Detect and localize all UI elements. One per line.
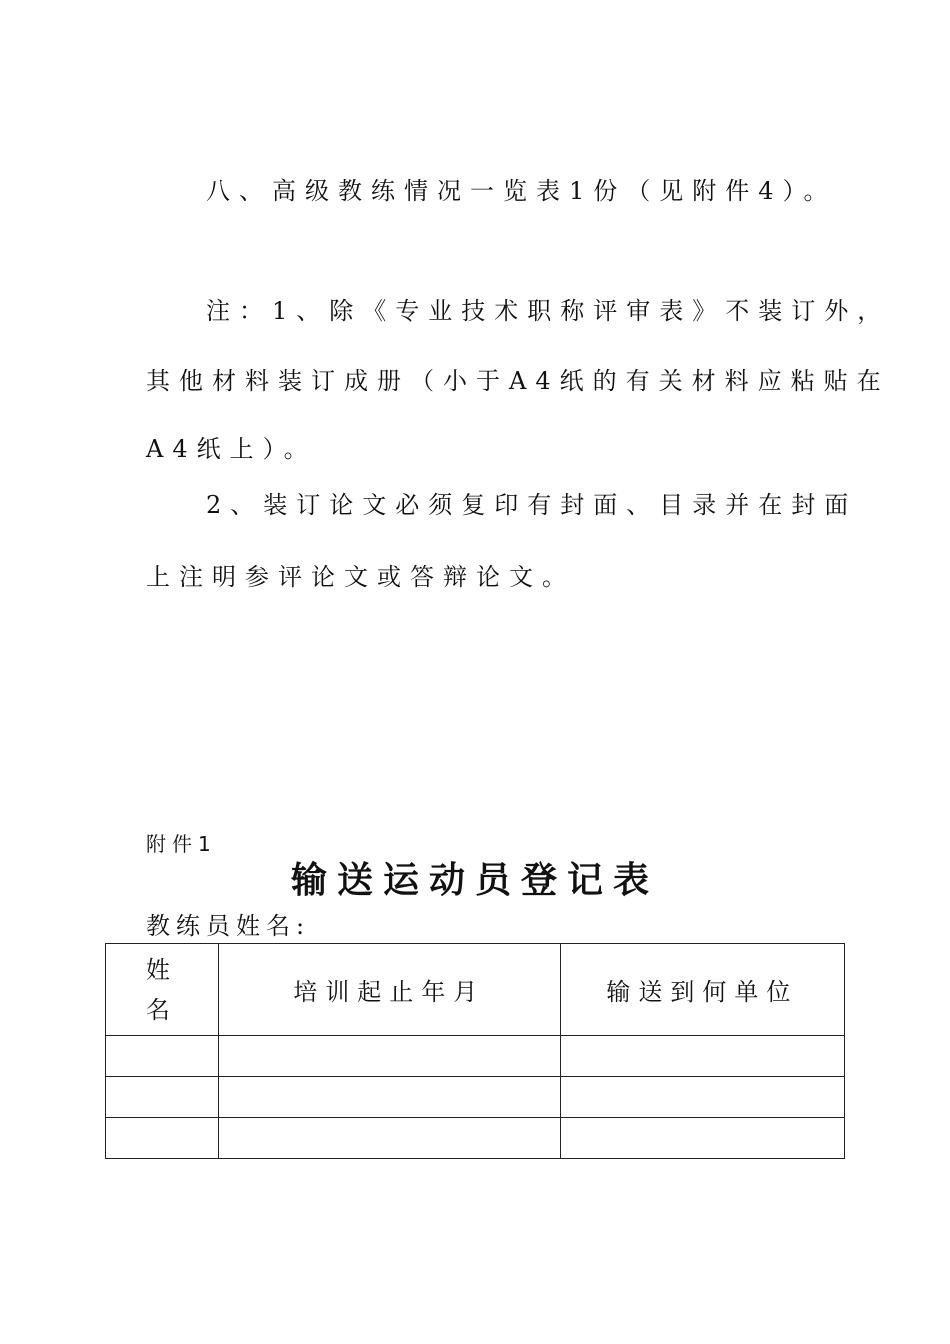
note-1-line-1: 注：1、除《专业技术职称评审表》不装订外， bbox=[206, 297, 891, 325]
table-cell[interactable] bbox=[218, 1036, 560, 1077]
form-title: 输送运动员登记表 bbox=[290, 860, 659, 901]
note-2-line-2: 上注明参评论文或答辩论文。 bbox=[146, 563, 575, 591]
header-name bbox=[106, 944, 219, 1036]
item-8: 八、高级教练情况一览表1份（见附件4）。 bbox=[206, 177, 837, 205]
table-cell[interactable] bbox=[106, 1036, 219, 1077]
header-name-bottom: 名 bbox=[145, 995, 178, 1024]
coach-name-label: 教练员姓名: bbox=[146, 912, 311, 940]
table-row bbox=[106, 1036, 845, 1077]
table-cell[interactable] bbox=[106, 1118, 219, 1159]
table-row bbox=[106, 1118, 845, 1159]
note-1-line-2: 其他材料装订成册（小于A4纸的有关材料应粘贴在 bbox=[146, 367, 890, 395]
note-2-line-1: 2、装订论文必须复印有封面、目录并在封面 bbox=[206, 491, 858, 519]
header-training-period: 培训起止年月 bbox=[218, 944, 560, 1036]
table-cell[interactable] bbox=[218, 1077, 560, 1118]
attachment-label: 附件1 bbox=[146, 832, 217, 856]
table-cell[interactable] bbox=[106, 1077, 219, 1118]
table-cell[interactable] bbox=[560, 1036, 844, 1077]
header-destination: 输送到何单位 bbox=[560, 944, 844, 1036]
note-1-line-3: A4纸上）。 bbox=[146, 435, 317, 463]
table-row bbox=[106, 1077, 845, 1118]
table-cell[interactable] bbox=[218, 1118, 560, 1159]
header-name-top: 姓 bbox=[145, 955, 178, 984]
table-cell[interactable] bbox=[560, 1077, 844, 1118]
table-header-row bbox=[106, 944, 845, 1036]
table-cell[interactable] bbox=[560, 1118, 844, 1159]
athlete-registration-table bbox=[105, 943, 845, 1159]
